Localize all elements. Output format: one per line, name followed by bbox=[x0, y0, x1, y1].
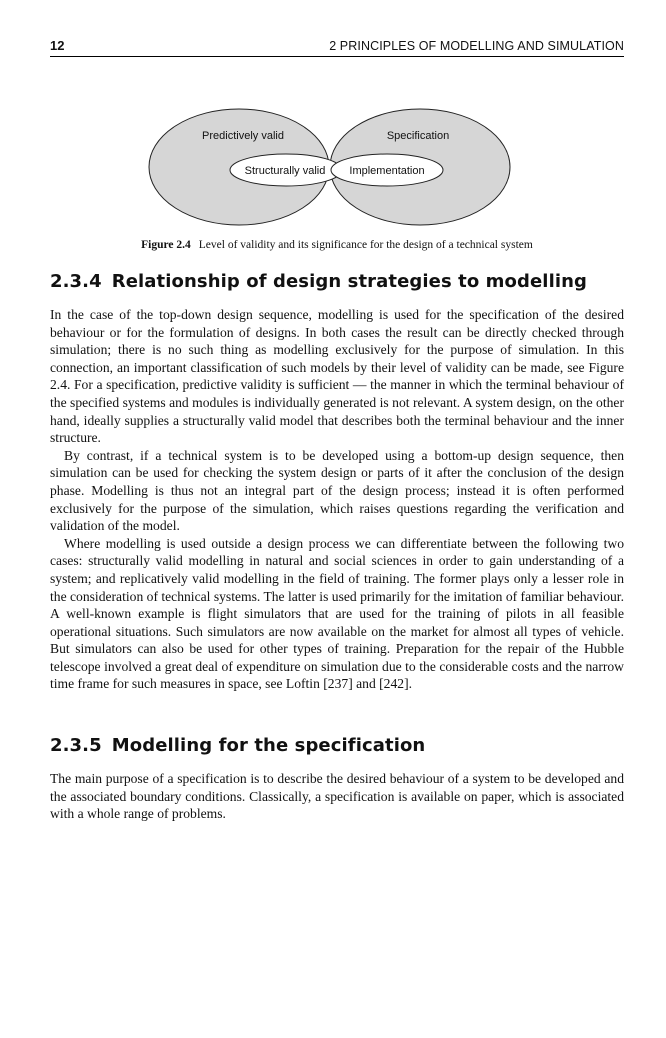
predictively-valid-label: Predictively valid bbox=[202, 130, 284, 142]
section-number: 2.3.4 bbox=[50, 271, 102, 292]
section-number: 2.3.5 bbox=[50, 735, 102, 757]
chapter-title: 2 PRINCIPLES OF MODELLING AND SIMULATION bbox=[329, 39, 624, 53]
implementation-label: Implementation bbox=[349, 165, 425, 177]
running-head bbox=[50, 38, 624, 57]
book-page bbox=[50, 38, 624, 823]
body-paragraph: In the case of the top-down design sequence, modelling is used for the specification of the desired behaviour or for the formulation of designs. In both cases the result can be directly checked through simulation; there is no such thing as modelling exclusively for the purpose of simulation. In this connection, an important classification of such models by their level of validity can be made, see Figure 2.4. For a specification, predictive validity is sufficient — the manner in which the terminal behaviour of the specified systems and modules is individually generated is not relevant. A system design, on the other hand, ideally supplies a structurally valid model that describes both the terminal behaviour and the inner structure. bbox=[50, 307, 624, 446]
body-paragraph: The main purpose of a specification is to describe the desired behaviour of a system to be developed and the associated boundary conditions. Classically, a specification is available on paper, which is associated with a whole range of problems. bbox=[50, 771, 624, 822]
figure-caption bbox=[50, 239, 624, 251]
body-paragraph: By contrast, if a technical system is to be developed using a bottom-up design sequence, then simulation can be used for checking the system design or parts of it after the conclusion of the design phase. Modelling is thus not an integral part of the design process; instead it is often performed exclusively for the purpose of the simulation, which raises questions regarding the verification and validation of the model. bbox=[50, 447, 624, 534]
figure-caption-text: Level of validity and its significance for the design of a technical system bbox=[198, 239, 533, 251]
validity-diagram bbox=[50, 107, 624, 227]
structurally-valid-label: Structurally valid bbox=[244, 165, 326, 177]
section-title: Modelling for the specification bbox=[111, 735, 426, 757]
section-heading-2-3-4 bbox=[50, 271, 624, 292]
validity-diagram-svg bbox=[50, 107, 624, 227]
page-number: 12 bbox=[50, 38, 65, 53]
body-paragraph: Where modelling is used outside a design process we can differentiate between the following two cases: structurally valid modelling in natural and social sciences in order to gain understanding of a system; and replicatively valid modelling in the field of training. The former plays only a lesser role in the consideration of technical systems. The latter is used primarily for the imitation of familiar behaviour. A well-known example is flight simulators that are used for the training of pilots in all feasible operational situations. Such simulators are now available on the market for almost all types of vehicle. But simulators can also be used for other types of training. Preparation for the repair of the Hubble telescope involved a great deal of expenditure on simulation due to the considerable costs and the narrow time frame for such measures in space, see Loftin [237] and [242]. bbox=[50, 535, 624, 692]
specification-label: Specification bbox=[386, 130, 450, 142]
section-heading-2-3-5 bbox=[50, 735, 624, 756]
section-title: Relationship of design strategies to modelling bbox=[111, 271, 588, 292]
figure-caption-label: Figure 2.4 bbox=[141, 239, 191, 251]
